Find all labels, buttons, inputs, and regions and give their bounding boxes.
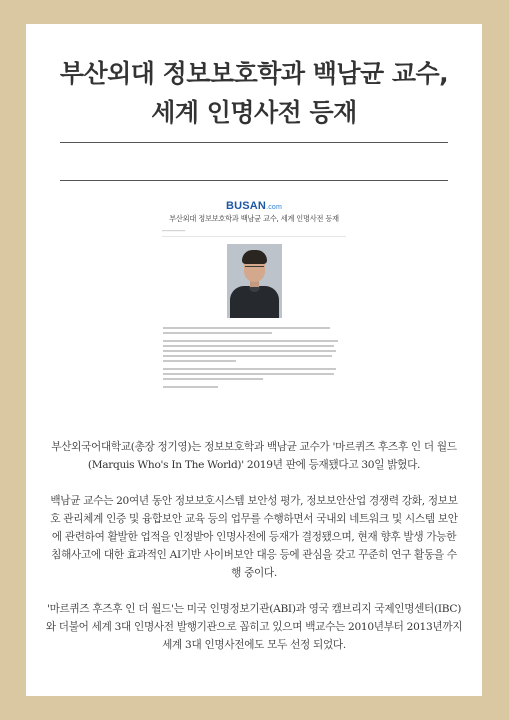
clip-rule [162,236,346,237]
clip-text-line [163,350,336,352]
clip-text-line [163,378,263,380]
professor-photo [227,244,282,318]
photo-glasses-shape [245,266,264,270]
clip-text-line [163,327,330,329]
news-clipping-image [157,194,351,416]
paragraph-2-line-2: 호 관리체계 인증 및 융합보안 교육 등의 업무를 수행하면서 국내외 네트워크 및 시스템 보안 [50,513,458,525]
headline-line-2: 세계 인명사전 등재 [151,98,357,127]
clip-text-line [163,373,334,375]
paragraph-3-line-2: 와 더불어 세계 3대 인명사전 발행기관으로 꼽히고 있으며 백교수는 2010년부터 2013년까지 [45,621,463,633]
clip-text-line [163,386,218,388]
clip-title: 부산외대 정보보호학과 백남균 교수, 세계 인명사전 등재 [169,214,339,223]
paragraph-1-line-1: 부산외국어대학교(총장 정기영)는 정보보호학과 백남균 교수가 '마르퀴즈 후즈후 인 더 월드 [51,441,457,453]
paragraph-1-line-2: (Marquis Who's In The World)' 2019년 판에 등재됐다고 30일 밝혔다. [87,459,421,471]
paragraph-3-line-1: '마르퀴즈 후즈후 인 더 월드'는 미국 인명정보기관(ABI)과 영국 캠브리지 국제인명센터(IBC) [46,603,462,615]
clip-text-line [163,360,236,362]
clip-text-line [163,332,272,334]
paragraph-3-line-3: 세계 3대 인명사전에도 모두 선정 되었다. [162,639,346,651]
clip-text-line [163,368,336,370]
headline-line-1: 부산외대 정보보호학과 백남균 교수, [59,59,449,88]
divider-bottom [60,180,448,181]
paragraph-2-line-4: 침해사고에 대한 효과적인 AI기반 사이버보안 대응 등에 관심을 갖고 꾸준히 연구 활동을 수 [51,549,457,561]
photo-hair-shape [242,250,267,264]
paragraph-2-line-3: 에 관련하여 활발한 업적을 인정받아 인명사전에 등재가 결정됐으며, 현재 향후 발생 가능한 [51,531,457,543]
paragraph-1 [26,438,482,474]
busan-logo-text: BUSAN [225,200,267,212]
article-body [26,438,482,672]
clip-text-line [163,355,332,357]
busan-logo-suffix: .com [266,204,283,211]
paragraph-3 [26,600,482,654]
article-card [26,24,482,696]
busan-logo [157,200,351,212]
headline [26,54,482,132]
clip-text-line [163,340,338,342]
paragraph-2-line-5: 행 중이다. [231,567,277,579]
divider-top [60,142,448,143]
clip-meta-line: ━━━━━━━━━━━ [162,229,186,233]
paragraph-2 [26,492,482,582]
paragraph-2-line-1: 백남균 교수는 20여년 동안 정보보호시스템 보안성 평가, 정보보안산업 경쟁력 강화, 정보보 [50,495,458,507]
clip-body-text-lines [163,327,345,391]
clip-text-line [163,345,334,347]
